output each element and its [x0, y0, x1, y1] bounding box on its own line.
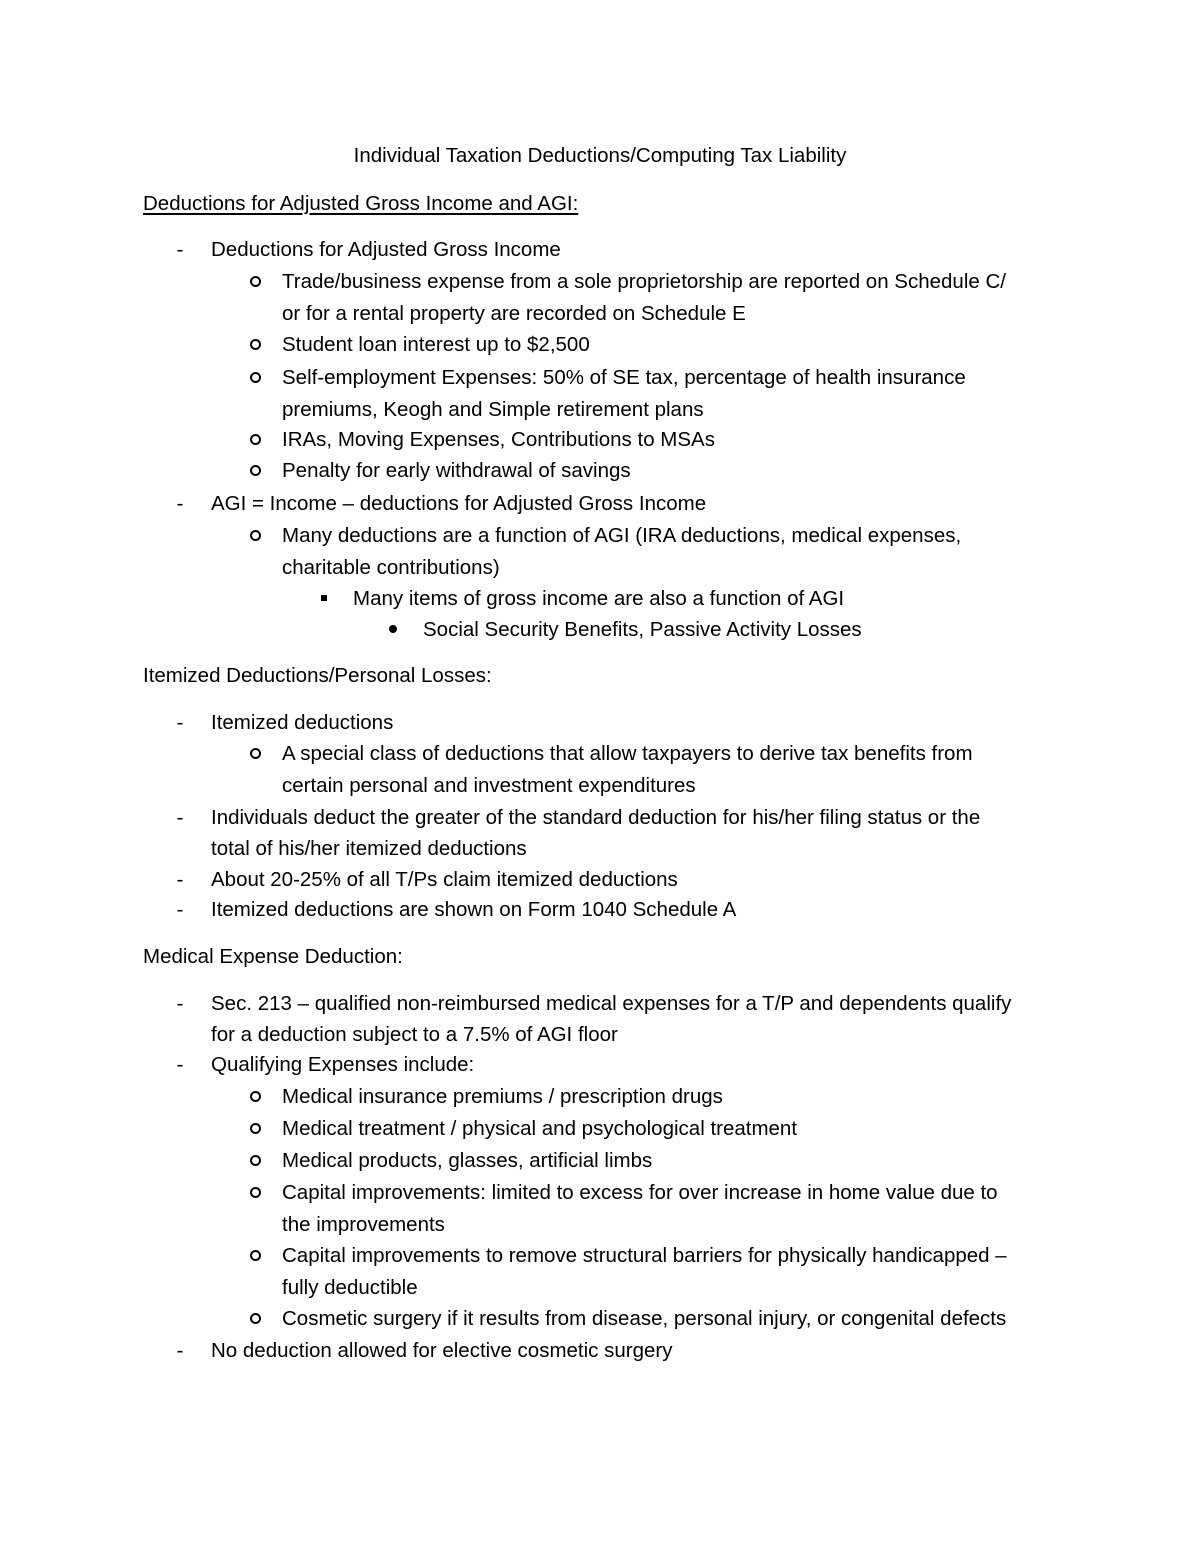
circle-bullet-icon — [245, 366, 265, 390]
list-item-continuation: charitable contributions) — [282, 556, 500, 579]
circle-bullet-icon — [245, 742, 265, 766]
page-title: Individual Taxation Deductions/Computing Tax Liability — [353, 144, 847, 167]
list-item-continuation: total of his/her itemized deductions — [211, 837, 527, 860]
dash-bullet: - — [176, 1339, 184, 1362]
dash-bullet: - — [176, 868, 184, 891]
list-item: Itemized deductions — [211, 711, 394, 734]
list-item: Trade/business expense from a sole proprietorship are reported on Schedule C/ — [282, 270, 1006, 293]
list-item: Penalty for early withdrawal of savings — [282, 459, 631, 482]
dash-bullet: - — [176, 1053, 184, 1076]
section-heading-itemized: Itemized Deductions/Personal Losses: — [143, 664, 492, 687]
list-item: Deductions for Adjusted Gross Income — [211, 238, 561, 261]
dash-bullet: - — [176, 806, 184, 829]
list-item: Sec. 213 – qualified non-reimbursed medical expenses for a T/P and dependents qualify — [211, 992, 1012, 1015]
list-item: Student loan interest up to $2,500 — [282, 333, 590, 356]
list-item: Cosmetic surgery if it results from disease, personal injury, or congenital defects — [282, 1307, 1007, 1330]
list-item: A special class of deductions that allow taxpayers to derive tax benefits from — [282, 742, 973, 765]
list-item-continuation: for a deduction subject to a 7.5% of AGI floor — [211, 1023, 618, 1046]
list-item: AGI = Income – deductions for Adjusted Gross Income — [211, 492, 707, 515]
list-item: IRAs, Moving Expenses, Contributions to MSAs — [282, 428, 715, 451]
circle-bullet-icon — [245, 1117, 265, 1141]
dash-bullet: - — [176, 898, 184, 921]
list-item: Self-employment Expenses: 50% of SE tax, percentage of health insurance — [282, 366, 966, 389]
circle-bullet-icon — [245, 1181, 265, 1205]
dash-bullet: - — [176, 492, 184, 515]
square-bullet-icon — [314, 587, 334, 611]
list-item-continuation: certain personal and investment expenditures — [282, 774, 696, 797]
circle-bullet-icon — [245, 1244, 265, 1268]
circle-bullet-icon — [245, 524, 265, 548]
list-item: Medical insurance premiums / prescription drugs — [282, 1085, 723, 1108]
list-item: Itemized deductions are shown on Form 1040 Schedule A — [211, 898, 737, 921]
circle-bullet-icon — [245, 333, 265, 357]
list-item: Medical products, glasses, artificial limbs — [282, 1149, 653, 1172]
section-heading-agi: Deductions for Adjusted Gross Income and AGI: — [143, 192, 579, 215]
list-item: No deduction allowed for elective cosmetic surgery — [211, 1339, 673, 1362]
dash-bullet: - — [176, 711, 184, 734]
list-item: Many deductions are a function of AGI (IRA deductions, medical expenses, — [282, 524, 962, 547]
list-item: About 20-25% of all T/Ps claim itemized deductions — [211, 868, 678, 891]
list-item-continuation: or for a rental property are recorded on Schedule E — [282, 302, 746, 325]
list-item: Social Security Benefits, Passive Activity Losses — [423, 618, 862, 641]
list-item: Medical treatment / physical and psychological treatment — [282, 1117, 798, 1140]
list-item-continuation: the improvements — [282, 1213, 445, 1236]
dash-bullet: - — [176, 238, 184, 261]
circle-bullet-icon — [245, 428, 265, 452]
list-item: Qualifying Expenses include: — [211, 1053, 475, 1076]
list-item: Individuals deduct the greater of the standard deduction for his/her filing status or the — [211, 806, 981, 829]
circle-bullet-icon — [245, 1307, 265, 1331]
circle-bullet-icon — [245, 459, 265, 483]
circle-bullet-icon — [245, 1149, 265, 1173]
list-item: Capital improvements to remove structural barriers for physically handicapped – — [282, 1244, 1007, 1267]
circle-bullet-icon — [245, 270, 265, 294]
list-item-continuation: premiums, Keogh and Simple retirement plans — [282, 398, 704, 421]
dot-bullet-icon — [383, 618, 403, 642]
circle-bullet-icon — [245, 1085, 265, 1109]
list-item: Capital improvements: limited to excess for over increase in home value due to — [282, 1181, 998, 1204]
section-heading-medical: Medical Expense Deduction: — [143, 945, 403, 968]
dash-bullet: - — [176, 992, 184, 1015]
list-item: Many items of gross income are also a function of AGI — [353, 587, 845, 610]
list-item-continuation: fully deductible — [282, 1276, 418, 1299]
